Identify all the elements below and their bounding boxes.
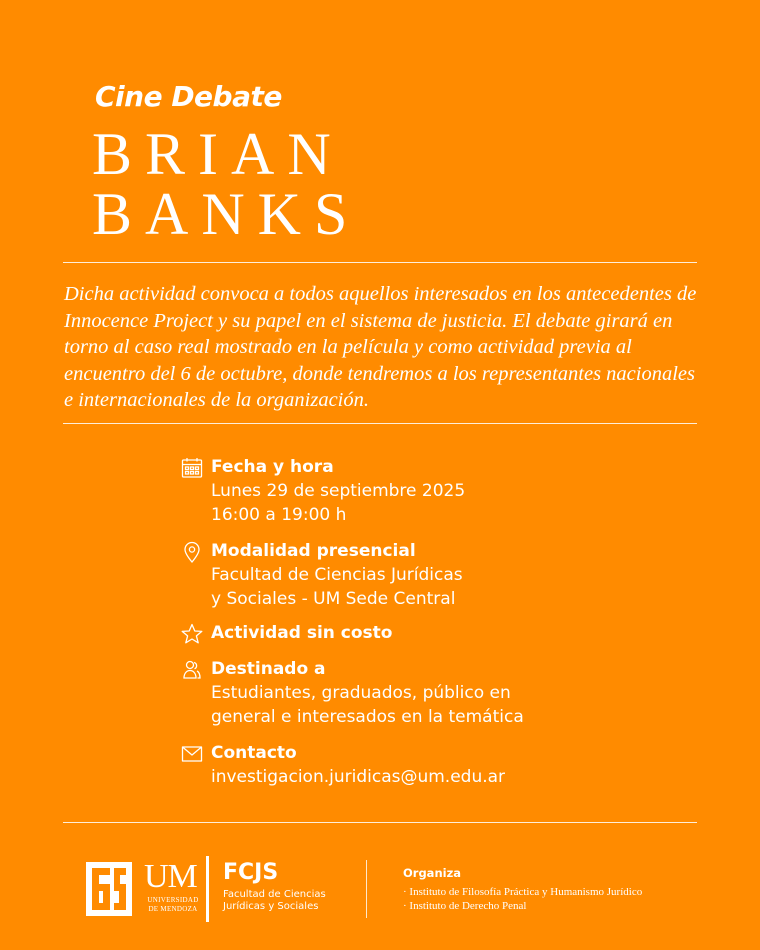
um-logo-subtitle: UNIVERSIDAD DE MENDOZA <box>147 896 199 913</box>
divider-bottom <box>63 822 697 823</box>
star-icon <box>180 622 204 646</box>
footer <box>0 840 760 940</box>
info-cost-heading: Actividad sin costo <box>211 623 393 643</box>
divider-middle <box>63 423 697 424</box>
organiza-title: Organiza <box>403 866 462 880</box>
info-audience-line1: Estudiantes, graduados, público en <box>211 683 511 703</box>
calendar-icon <box>180 456 204 480</box>
event-kicker: Cine Debate <box>95 80 282 113</box>
movie-title-line2: BANKS <box>92 181 361 247</box>
fcjs-logo-text: FCJS <box>223 860 279 885</box>
um-logo-text: UM <box>144 858 197 895</box>
footer-separator <box>206 856 209 922</box>
mail-icon <box>180 742 204 766</box>
divider-top <box>63 262 697 263</box>
info-contact-heading: Contacto <box>211 743 297 763</box>
footer-separator-thin <box>366 860 367 918</box>
movie-title-line1: BRIAN <box>92 121 344 187</box>
location-pin-icon <box>180 540 204 564</box>
info-location-line1: Facultad de Ciencias Jurídicas <box>211 565 463 585</box>
contact-email[interactable]: investigacion.juridicas@um.edu.ar <box>211 767 506 787</box>
info-audience-line2: general e interesados en la temática <box>211 707 524 727</box>
info-date-heading: Fecha y hora <box>211 457 334 477</box>
info-date-time: 16:00 a 19:00 h <box>211 505 347 525</box>
65-anniversary-logo <box>86 862 132 916</box>
organiza-item: · Instituto de Derecho Penal <box>403 900 527 912</box>
movie-title <box>92 121 361 247</box>
info-location-heading: Modalidad presencial <box>211 541 416 561</box>
info-date-day: Lunes 29 de septiembre 2025 <box>211 481 466 501</box>
organiza-item: · Instituto de Filosofía Práctica y Humanismo Jurídico <box>403 886 643 898</box>
info-audience-heading: Destinado a <box>211 659 326 679</box>
fcjs-subtitle: Facultad de Ciencias Jurídicas y Sociales <box>223 889 326 912</box>
people-icon <box>180 658 204 682</box>
intro-paragraph: Dicha actividad convoca a todos aquellos interesados en los antecedentes de Innocence Project y su papel en el sistema de justicia. El debate girará en torno al caso real mostrado en la película y como actividad previa al encuentro del 6 de octubre, donde tendremos a los representantes nacionales e internacionales de la organización. <box>64 283 697 411</box>
info-location-line2: y Sociales - UM Sede Central <box>211 589 456 609</box>
